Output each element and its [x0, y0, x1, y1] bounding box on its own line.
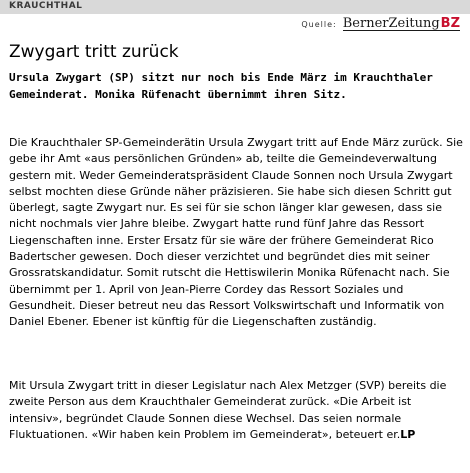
article-lead: Ursula Zwygart (SP) sitzt nur noch bis Ende März im Krauchthaler Gemeinderat. Monika Rüfenacht übernimmt ihren Sitz.: [9, 71, 433, 101]
source-attribution: [301, 17, 460, 31]
berner-zeitung-logo[interactable]: [343, 17, 460, 31]
locality-label: KRAUCHTHAL: [9, 1, 83, 11]
logo-bz-text: BZ: [440, 16, 460, 31]
article-title: Zwygart tritt zurück: [9, 42, 179, 62]
logo-main-text: BernerZeitung: [342, 16, 440, 31]
author-initials: LP: [400, 427, 416, 441]
paragraph-2-text: Mit Ursula Zwygart tritt in dieser Legislatur nach Alex Metzger (SVP) bereits die zweite Person aus dem Krauchthaler Gemeinderat zurück. «Die Arbeit ist intensiv», begründet Claude Sonnen diese Wechsel. Das seien normale Fluktuationen. «Wir haben kein Problem im Gemeinderat», beteuert er.: [9, 379, 447, 441]
article-paragraph-2: [9, 378, 464, 443]
article-paragraph-1: Die Krauchthaler SP-Gemeinderätin Ursula Zwygart tritt auf Ende März zurück. Sie gebe ihr Amt «aus persönlichen Gründen» ab, teilte die Gemeindeverwaltung gestern mit. Weder Gemeinderatspräsident Claude Sonnen noch Ursula Zwygart selbst mochten diese Gründe näher präzisieren. Sie habe sich diesen Schritt gut überlegt, sagte Zwygart nur. Es sei für sie schon länger klar gewesen, dass sie nicht nochmals vier Jahre bleibe. Zwygart hatte rund fünf Jahre das Ressort Liegenschaften inne. Erster Ersatz für sie wäre der frühere Gemeinderat Rico Badertscher gewesen. Doch dieser verzichtet und begründet dies mit seiner Grossratskandidatur. Somit rutscht die Hettiswilerin Monika Rüfenacht nach. Sie übernimmt per 1. April von Jean-Pierre Cordey das Ressort Soziales und Gesundheit. Dieser betreut neu das Ressort Volkswirtschaft und Informatik von Daniel Ebener. Ebener ist künftig für die Liegenschaften zuständig.: [9, 136, 463, 329]
locality-bar: [0, 0, 470, 14]
source-label: Quelle:: [301, 20, 337, 29]
